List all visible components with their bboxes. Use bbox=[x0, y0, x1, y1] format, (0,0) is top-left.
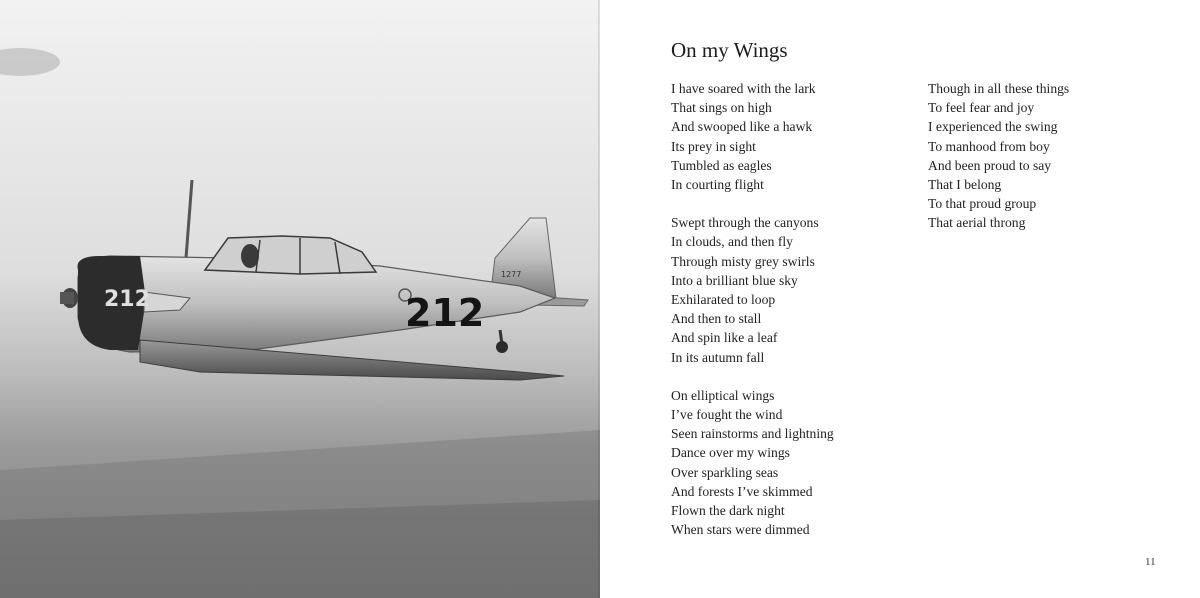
poem-line: Into a brilliant blue sky bbox=[671, 272, 798, 288]
stanza bbox=[928, 79, 1168, 233]
poem-line: Seen rainstorms and lightning bbox=[671, 426, 834, 442]
poem-line: Through misty grey swirls bbox=[671, 253, 815, 269]
poem-column-left bbox=[671, 79, 911, 558]
poem-line: Swept through the canyons bbox=[671, 215, 819, 231]
poem-line: Tumbled as eagles bbox=[671, 157, 772, 173]
poem-line: Exhilarated to loop bbox=[671, 292, 776, 308]
poem-line: And spin like a leaf bbox=[671, 330, 778, 346]
poem-line: To manhood from boy bbox=[928, 138, 1050, 154]
poem-line: Over sparkling seas bbox=[671, 464, 779, 480]
stanza bbox=[671, 79, 911, 194]
poem-line: Though in all these things bbox=[928, 81, 1070, 96]
tail-number: 1277 bbox=[501, 270, 522, 279]
stanza bbox=[671, 386, 911, 540]
poem-line: On elliptical wings bbox=[671, 387, 775, 403]
nose-number: 212 bbox=[104, 287, 150, 312]
poem-line: I have soared with the lark bbox=[671, 81, 816, 96]
poem-line: And then to stall bbox=[671, 311, 762, 327]
poem-line: Its prey in sight bbox=[671, 138, 756, 154]
poem-line: That sings on high bbox=[671, 100, 772, 116]
poem-column-right bbox=[928, 79, 1168, 252]
poem-line: Flown the dark night bbox=[671, 503, 785, 519]
page-number: 11 bbox=[1145, 556, 1156, 568]
poem-line: That I belong bbox=[928, 177, 1002, 193]
poem-line: That aerial throng bbox=[928, 215, 1026, 231]
poem-line: I experienced the swing bbox=[928, 119, 1058, 135]
poem-line: When stars were dimmed bbox=[671, 522, 810, 538]
poem-line: To that proud group bbox=[928, 196, 1037, 212]
stanza bbox=[671, 213, 911, 367]
poem-line: In clouds, and then fly bbox=[671, 234, 793, 250]
poem-title: On my Wings bbox=[671, 38, 788, 62]
poem-line: In its autumn fall bbox=[671, 349, 765, 365]
poem-line: And forests I’ve skimmed bbox=[671, 483, 813, 499]
poem-line: And been proud to say bbox=[928, 157, 1052, 173]
poem-line: Dance over my wings bbox=[671, 445, 790, 461]
poem-line: And swooped like a hawk bbox=[671, 119, 813, 135]
poem-line: To feel fear and joy bbox=[928, 100, 1035, 116]
poem-line: In courting flight bbox=[671, 177, 764, 193]
text-page bbox=[600, 0, 1200, 598]
poem-line: I’ve fought the wind bbox=[671, 407, 783, 423]
fuselage-number: 212 bbox=[405, 291, 485, 335]
